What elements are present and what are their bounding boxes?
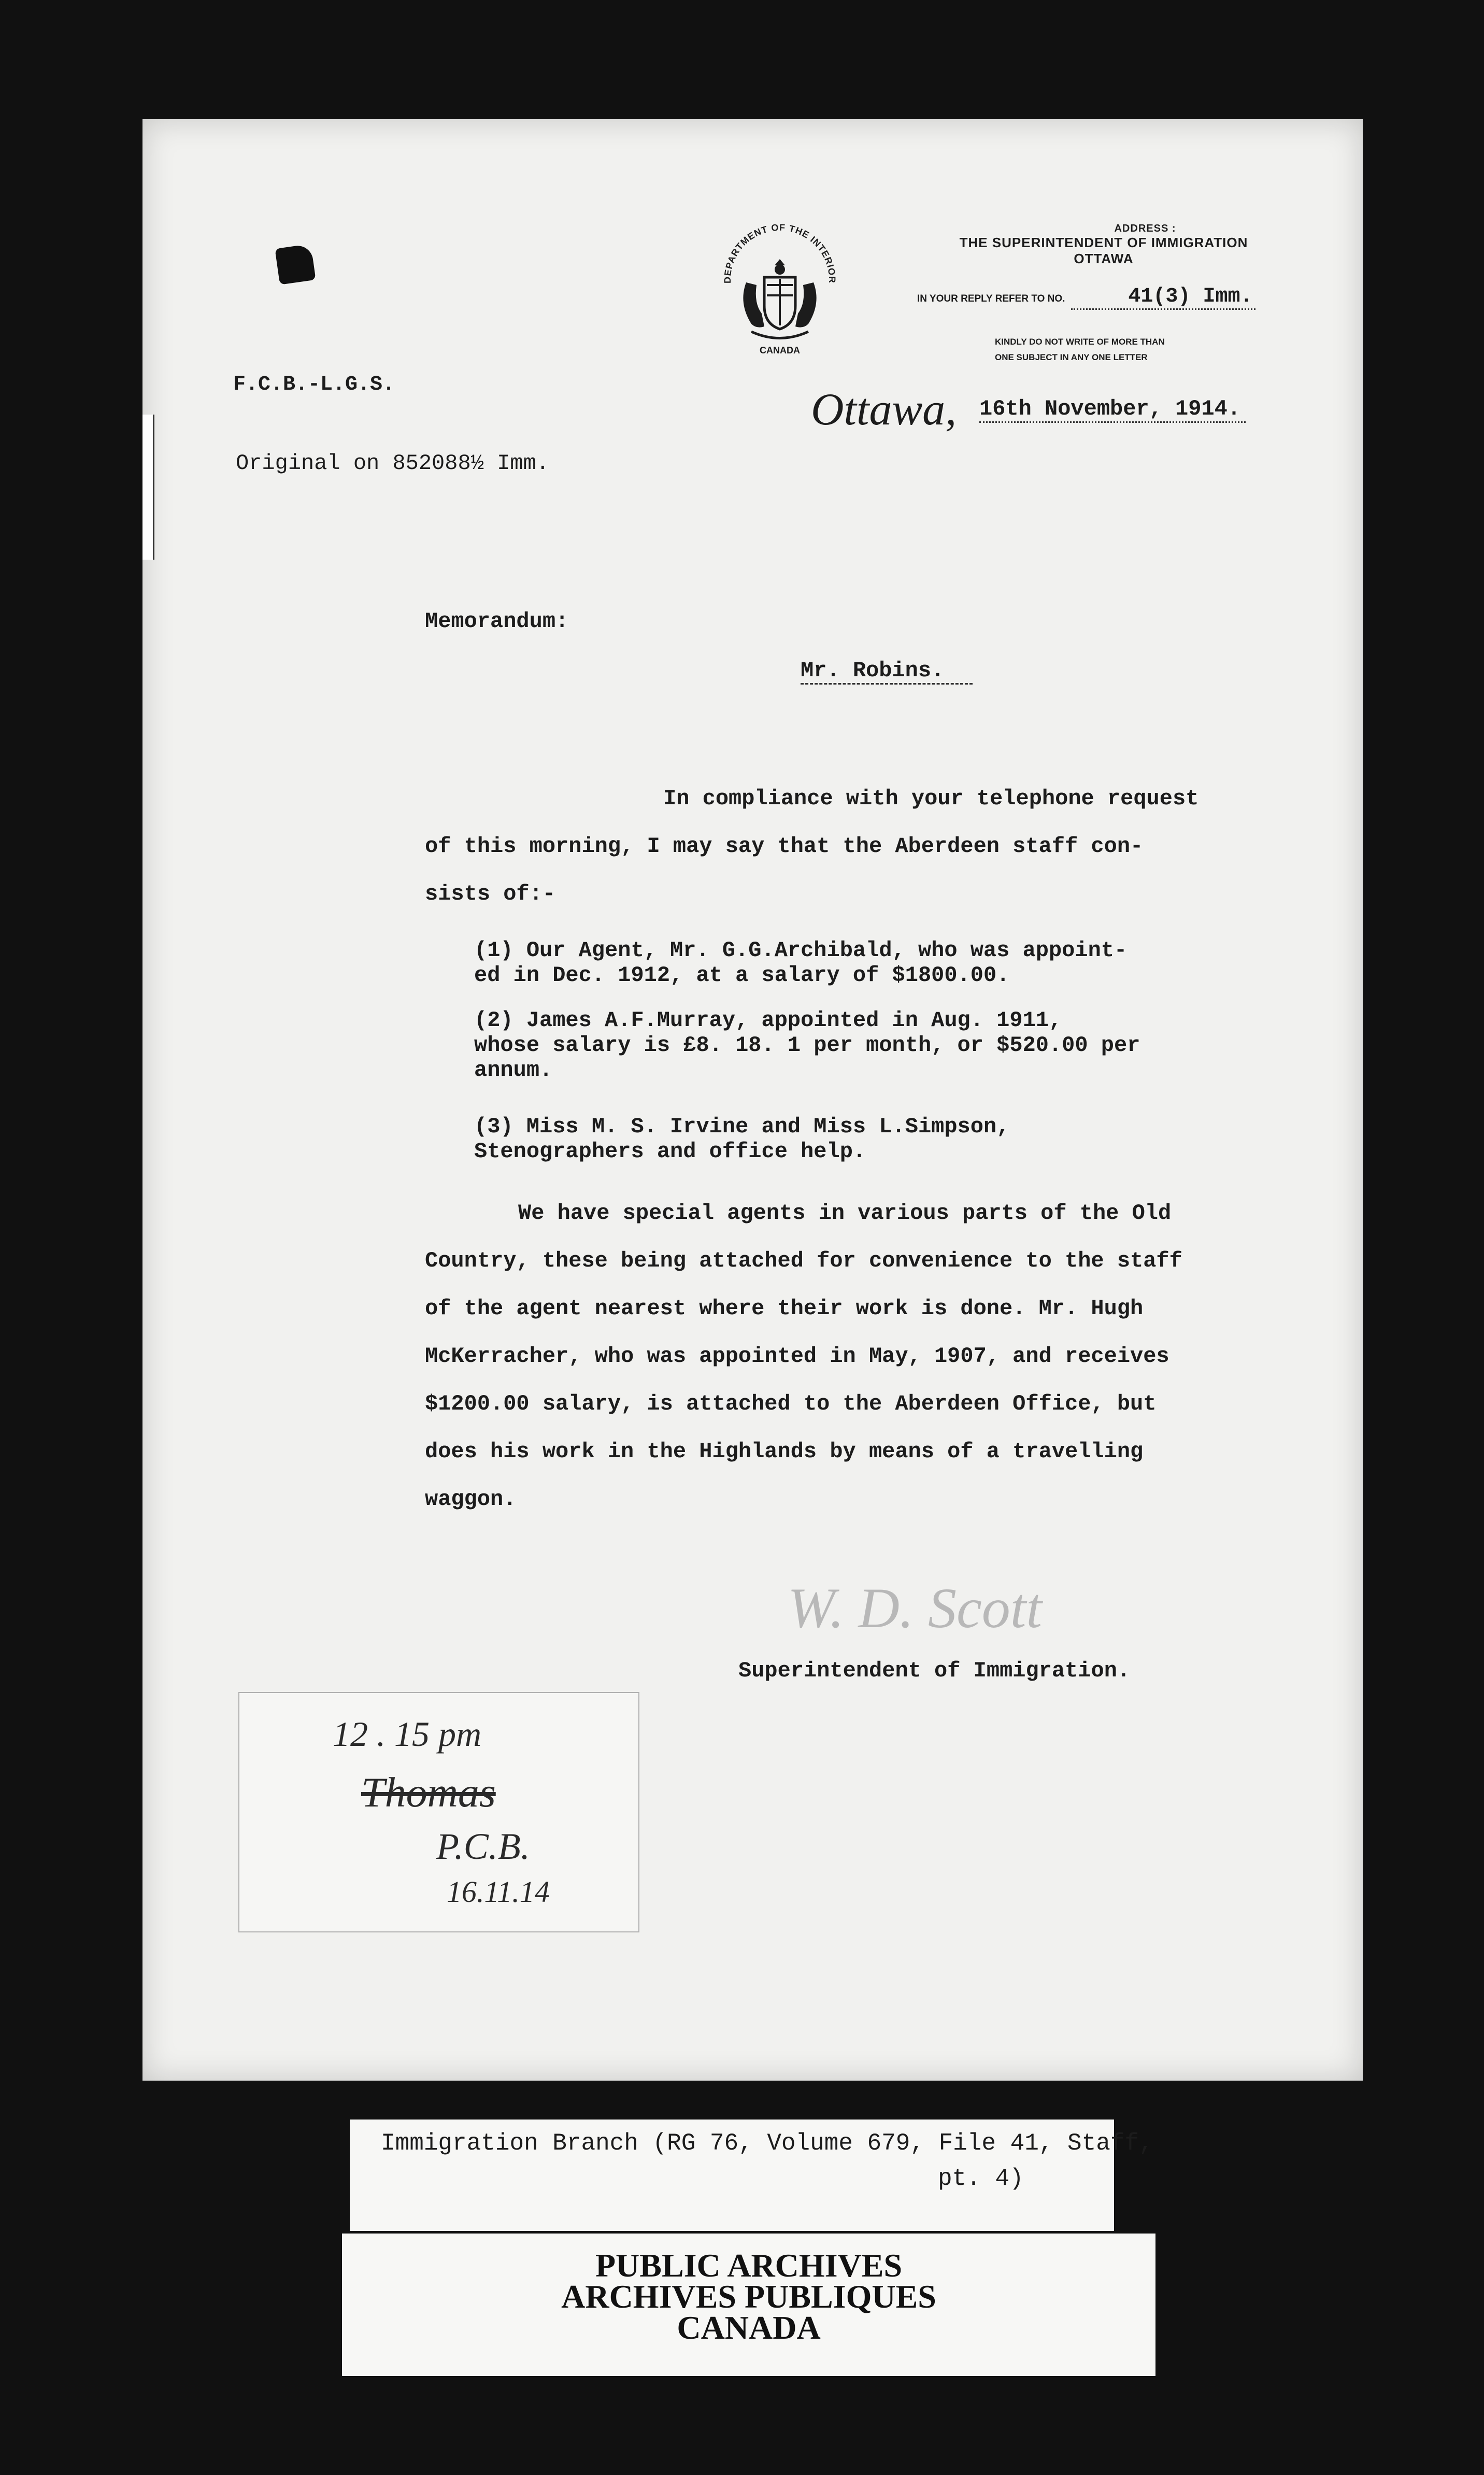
reference-line-2: pt. 4) [938, 2165, 1024, 2192]
crest-bottom-text: CANADA [760, 345, 800, 355]
crest-top-text: DEPARTMENT OF THE INTERIOR [722, 222, 838, 283]
para2-line-5: $1200.00 salary, is attached to the Aberdeen Office, but [425, 1391, 1157, 1416]
archive-reference-label [350, 2120, 1153, 2231]
para2-line-4: McKerracher, who was appointed in May, 1907, and receives [425, 1344, 1169, 1369]
letterhead-address [912, 223, 1295, 267]
handwritten-signature [788, 1575, 1109, 1669]
intro-line-1: In compliance with your telephone request [663, 786, 1199, 811]
para2-line-2: Country, these being attached for convenience to the staff [425, 1248, 1182, 1273]
staff-item-1: (1) Our Agent, Mr. G.G.Archibald, who was appoint- ed in Dec. 1912, at a salary of $1800.00. [474, 938, 1128, 988]
public-archives-label [342, 2234, 1155, 2376]
para2-line-1: We have special agents in various parts of the Old [518, 1201, 1172, 1226]
reference-line-1: Immigration Branch (RG 76, Volume 679, File 41, Staff, [381, 2130, 1153, 2157]
para2-line-6: does his work in the Highlands by means of a travelling [425, 1439, 1144, 1464]
letter-date: 16th November, 1914. [979, 396, 1246, 423]
original-reference: Original on 852088½ Imm. [236, 451, 549, 476]
reply-prefix: IN YOUR REPLY REFER TO NO. [917, 293, 1065, 304]
archives-name-en: PUBLIC ARCHIVES [595, 2247, 903, 2284]
address-line-1: THE SUPERINTENDENT OF IMMIGRATION [959, 235, 1248, 250]
archives-name-fr: ARCHIVES PUBLIQUES [561, 2278, 936, 2315]
memorandum-label: Memorandum: [425, 609, 569, 634]
para2-line-3: of the agent nearest where their work is done. Mr. Hugh [425, 1296, 1144, 1321]
para2-line-7: waggon. [425, 1487, 517, 1512]
stamp-initials: P.C.B. [436, 1826, 530, 1867]
page-edge-tab [142, 415, 154, 560]
reply-reference [917, 285, 1255, 308]
signature-title: Superintendent of Immigration. [738, 1658, 1131, 1683]
staff-item-2: (2) James A.F.Murray, appointed in Aug. 1911, whose salary is £8. 18. 1 per month, or $520.00 per annum. [474, 1008, 1140, 1083]
staff-item-3: (3) Miss M. S. Irvine and Miss L.Simpson, Stenographers and office help. [474, 1114, 1010, 1164]
stamp-name: Thomas [361, 1769, 496, 1816]
notice-line-1: KINDLY DO NOT WRITE OF MORE THAN [995, 337, 1165, 347]
receipt-stamp [238, 1692, 639, 1932]
notice-line-2: ONE SUBJECT IN ANY ONE LETTER [995, 352, 1148, 362]
signature-name: W. D. Scott [788, 1576, 1042, 1640]
reply-number: 41(3) Imm. [1071, 285, 1255, 310]
addressee: Mr. Robins. [801, 658, 973, 685]
stamp-time: 12 . 15 pm [333, 1714, 482, 1754]
stamp-date: 16.11.14 [447, 1875, 550, 1909]
archives-country: CANADA [677, 2309, 821, 2346]
file-initials: F.C.B.-L.G.S. [233, 373, 395, 396]
intro-paragraph [425, 775, 1337, 918]
department-crest-icon [715, 212, 845, 363]
place-name: Ottawa, [811, 385, 957, 435]
intro-line-2: of this morning, I may say that the Aberdeen staff con- [425, 834, 1144, 859]
intro-line-3: sists of:- [425, 881, 556, 906]
address-label: ADDRESS : [1114, 223, 1176, 234]
special-agents-paragraph [425, 1189, 1337, 1523]
address-line-2: OTTAWA [1074, 251, 1134, 266]
one-subject-notice [995, 334, 1165, 365]
